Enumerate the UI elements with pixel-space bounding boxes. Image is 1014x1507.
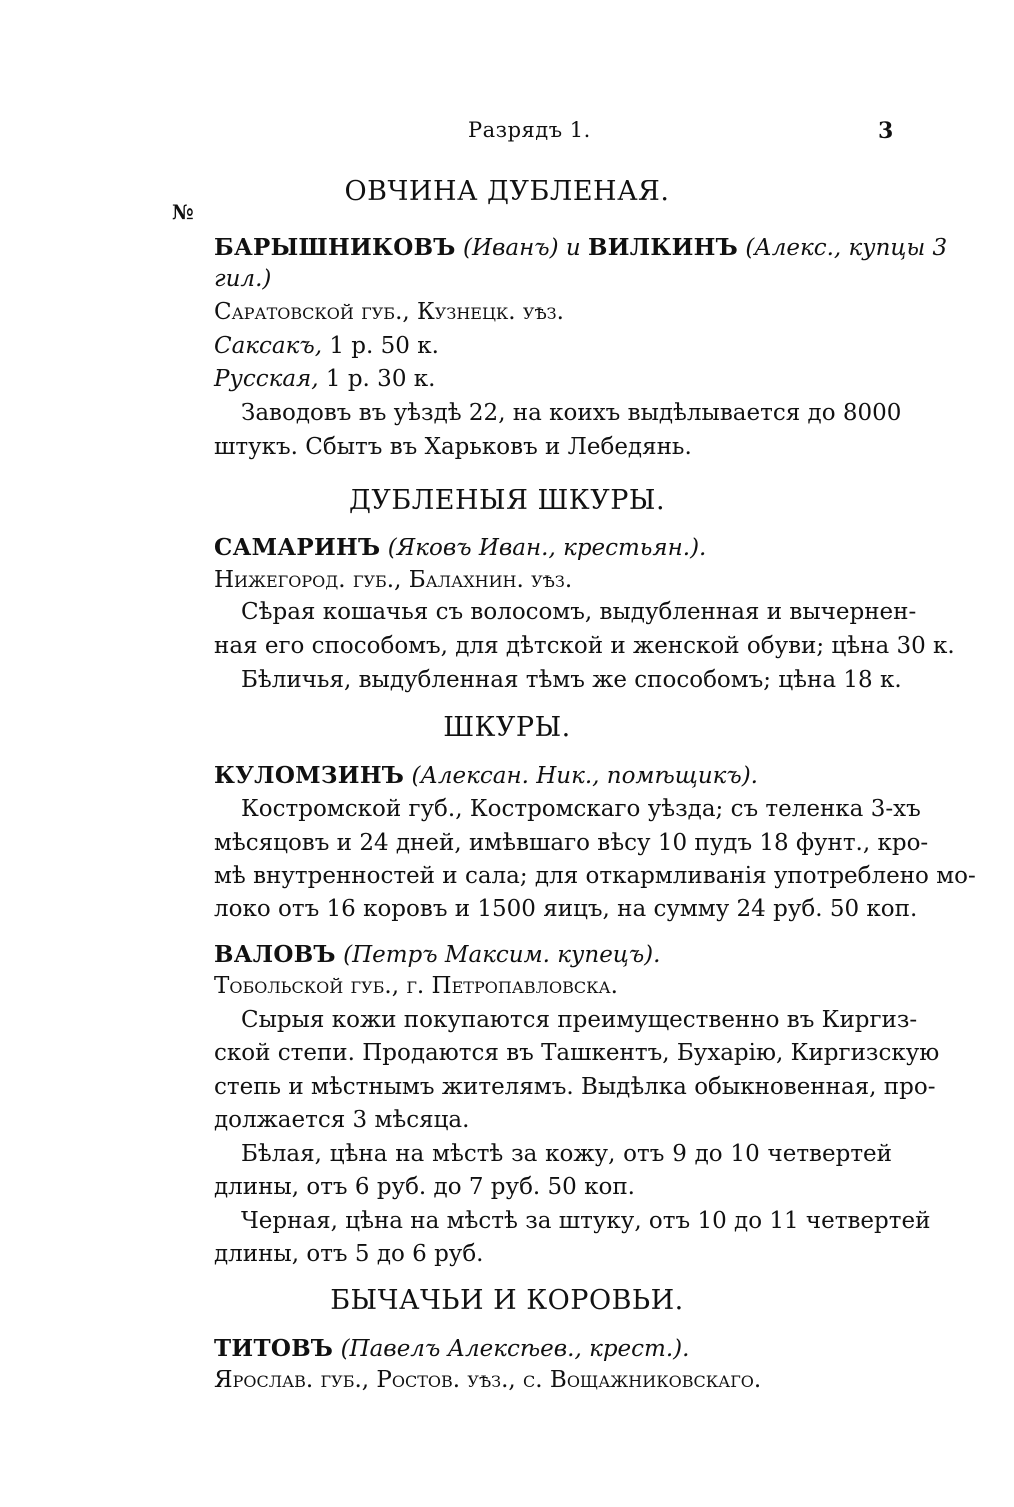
variety-russkaya: Русская, 1 р. 30 к. bbox=[214, 366, 436, 392]
entry-valov-desc: Сырыя кожи покупаются преимущественно въ Киргиз- bbox=[241, 1007, 918, 1033]
exhibitor-name: САМАРИНЪ bbox=[214, 534, 381, 561]
entry-barishnikov-guild: гил.) bbox=[214, 266, 272, 292]
entry-barishnikov-heading: БАРЫШНИКОВЪ (Иванъ) и ВИЛКИНЪ (Алекс., купцы 3 bbox=[214, 234, 948, 261]
number-column-sign: № bbox=[172, 200, 194, 224]
entry-samarin-desc: Сѣрая кошачья съ волосомъ, выдубленная и вычернен- bbox=[241, 599, 917, 625]
entry-barishnikov-desc: штукъ. Сбытъ въ Харьковъ и Лебедянь. bbox=[214, 434, 692, 460]
page-number: 3 bbox=[878, 118, 894, 144]
exhibitor-name: КУЛОМЗИНЪ bbox=[214, 762, 405, 789]
exhibitor-name: ВАЛОВЪ bbox=[214, 941, 336, 968]
entry-kulomzin-desc: мѣ внутренностей и сала; для откармливанія употреблено мо- bbox=[214, 863, 976, 889]
entry-kulomzin-desc: локо отъ 16 коровъ и 1500 яицъ, на сумму 24 руб. 50 коп. bbox=[214, 896, 918, 922]
section-title-ovchina: ОВЧИНА ДУБЛЕНАЯ. bbox=[344, 176, 670, 207]
entry-valov-desc: Черная, цѣна на мѣстѣ за штуку, отъ 10 до 11 четвертей bbox=[241, 1208, 931, 1234]
section-title-dublenye: ДУБЛЕНЫЯ ШКУРЫ. bbox=[348, 485, 666, 516]
entry-kulomzin-heading: КУЛОМЗИНЪ (Алексан. Ник., помѣщикъ). bbox=[214, 762, 758, 789]
entry-samarin-place: Нижегород. губ., Балахнин. уѣз. bbox=[214, 567, 573, 593]
entry-kulomzin-desc: мѣсяцовъ и 24 дней, имѣвшаго вѣсу 10 пудъ 18 фунт., кро- bbox=[214, 830, 929, 856]
entry-valov-heading: ВАЛОВЪ (Петръ Максим. купецъ). bbox=[214, 941, 661, 968]
entry-valov-desc: Бѣлая, цѣна на мѣстѣ за кожу, отъ 9 до 10 четвертей bbox=[241, 1141, 892, 1167]
entry-samarin-heading: САМАРИНЪ (Яковъ Иван., крестьян.). bbox=[214, 534, 707, 561]
entry-titov-heading: ТИТОВЪ (Павелъ Алексѣев., крест.). bbox=[214, 1335, 690, 1362]
entry-barishnikov-place: Саратовской губ., Кузнецк. уѣз. bbox=[214, 299, 564, 325]
section-title-shkury: ШКУРЫ. bbox=[443, 712, 571, 743]
entry-valov-desc: степь и мѣстнымъ жителямъ. Выдѣлка обыкновенная, про- bbox=[214, 1074, 936, 1100]
section-title-bychachi: БЫЧАЧЬИ И КОРОВЬИ. bbox=[330, 1285, 684, 1316]
exhibitor-name: БАРЫШНИКОВЪ bbox=[214, 234, 456, 261]
exhibitor-name: ТИТОВЪ bbox=[214, 1335, 334, 1362]
entry-samarin-desc: Бѣличья, выдубленная тѣмъ же способомъ; цѣна 18 к. bbox=[241, 667, 902, 693]
variety-saksak: Саксакъ, 1 р. 50 к. bbox=[214, 333, 439, 359]
entry-valov-desc: длины, отъ 5 до 6 руб. bbox=[214, 1241, 484, 1267]
entry-barishnikov-desc: Заводовъ въ уѣздѣ 22, на коихъ выдѣлывается до 8000 bbox=[241, 400, 902, 426]
entry-valov-desc: должается 3 мѣсяца. bbox=[214, 1107, 470, 1133]
entry-valov-place: Тобольской губ., г. Петропавловска. bbox=[214, 973, 618, 999]
exhibitor-name: ВИЛКИНЪ bbox=[588, 234, 739, 261]
entry-samarin-desc: ная его способомъ, для дѣтской и женской обуви; цѣна 30 к. bbox=[214, 633, 955, 659]
entry-kulomzin-desc: Костромской губ., Костромскаго уѣзда; съ теленка 3-хъ bbox=[241, 796, 921, 822]
entry-valov-desc: длины, отъ 6 руб. до 7 руб. 50 коп. bbox=[214, 1174, 635, 1200]
running-head: Разрядъ 1. bbox=[468, 118, 591, 142]
entry-titov-place: Ярослав. губ., Ростов. уѣз., с. Вощажниковскаго. bbox=[214, 1367, 762, 1393]
entry-valov-desc: ской степи. Продаются въ Ташкентъ, Бухарію, Киргизскую bbox=[214, 1040, 940, 1066]
